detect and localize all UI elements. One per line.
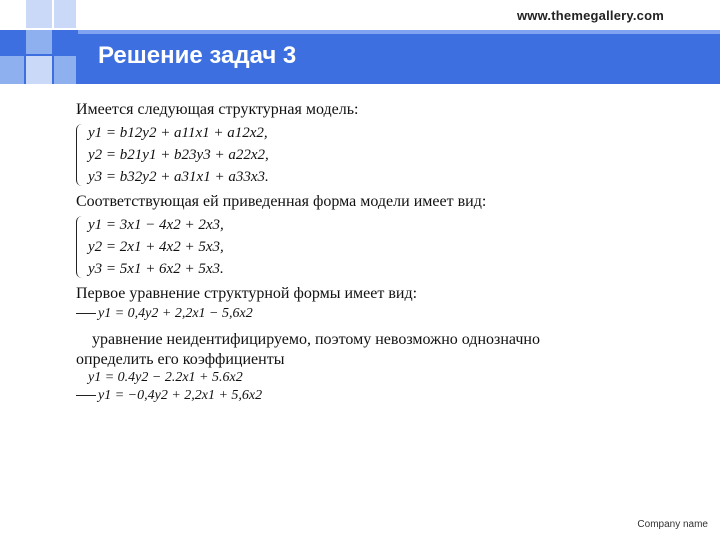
structural-system [76,122,636,188]
conclusion-line-1: уравнение неидентифицируемо, поэтому невозможно однозначно [92,331,540,348]
structural-equation-2: y2 = b21y1 + b23y3 + a22x2, [88,147,269,163]
answer-blank [76,313,96,314]
reduced-form-intro: Соответствующая ей приведенная форма модели имеет вид: [76,193,487,210]
slide-title: Решение задач 3 [98,42,297,69]
decor-square [0,56,24,84]
reduced-equation-2: y2 = 2x1 + 4x2 + 5x3, [88,239,224,255]
system-brace [76,216,84,278]
decor-square [26,56,52,84]
option-c [76,388,636,404]
reduced-equation-1: y1 = 3x1 − 4x2 + 2x3, [88,217,224,233]
first-equation-intro: Первое уравнение структурной формы имеет вид: [76,285,418,302]
site-url: www.themegallery.com [516,8,664,23]
slide-content [76,100,636,404]
decor-square [54,0,76,28]
conclusion-line-2: определить его коэффициенты [76,351,285,368]
company-name: Company name [637,519,708,530]
decor-square [26,0,52,28]
option-a-text: y1 = 0,4y2 + 2,2x1 − 5,6x2 [98,306,253,321]
option-a [76,306,636,322]
answer-blank [76,395,96,396]
option-b: y1 = 0.4y2 − 2.2x1 + 5.6x2 [88,370,243,385]
structural-equation-1: y1 = b12y2 + a11x1 + a12x2, [88,125,268,141]
decor-square [26,30,52,54]
system-brace [76,124,84,186]
reduced-equation-3: y3 = 5x1 + 6x2 + 5x3. [88,261,224,277]
option-c-text: y1 = −0,4y2 + 2,2x1 + 5,6x2 [98,388,263,403]
header-accent-line [78,30,720,34]
decor-square [54,56,76,84]
structural-equation-3: y3 = b32y2 + a31x1 + a33x3. [88,169,269,185]
intro-text: Имеется следующая структурная модель: [76,101,359,118]
reduced-system [76,214,636,280]
